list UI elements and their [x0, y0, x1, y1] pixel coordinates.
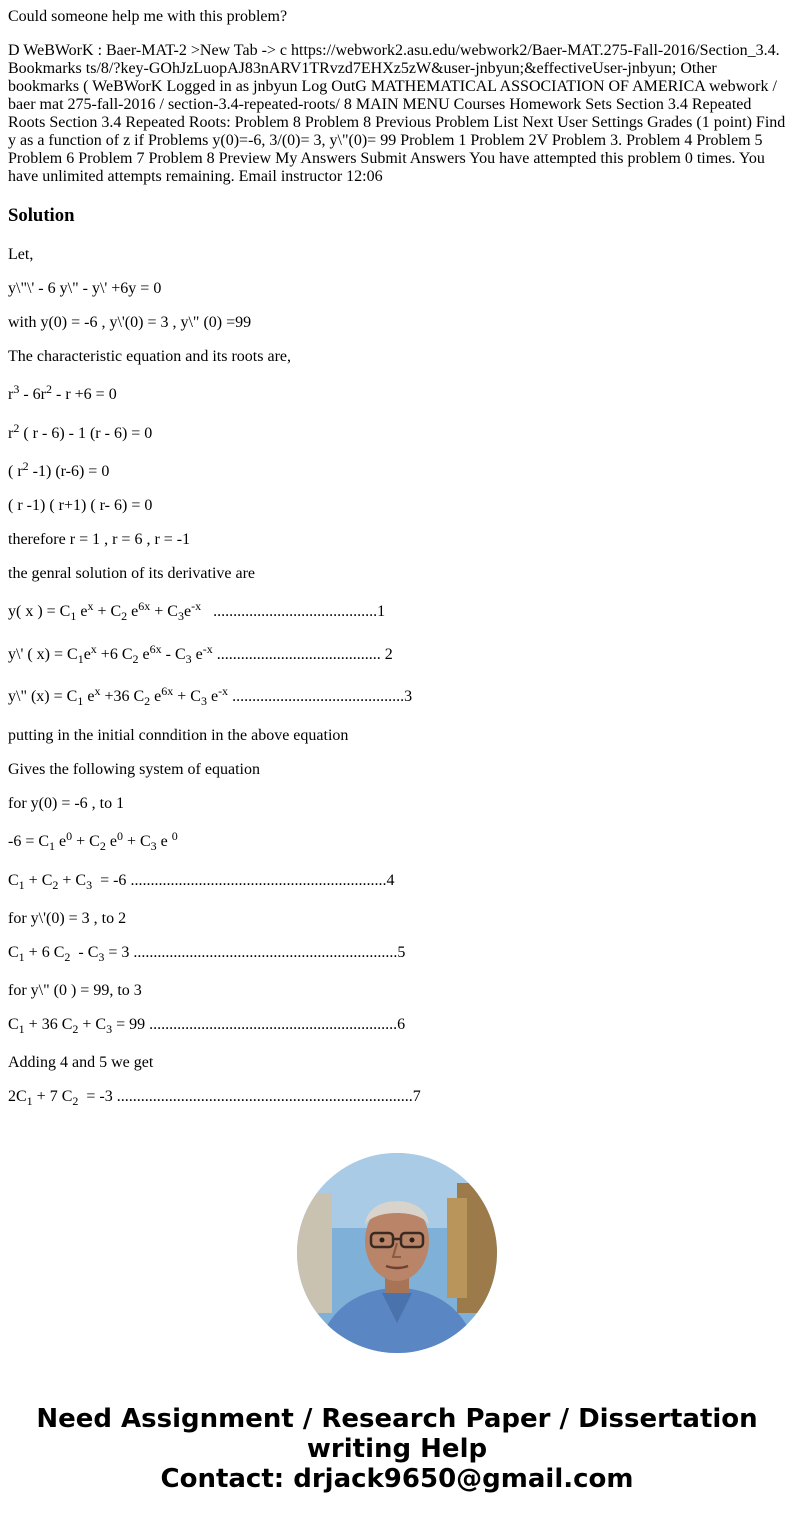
roots-line: therefore r = 1 , r = 6 , r = -1 [8, 531, 191, 548]
for-y2-line: for y\" (0 ) = 99, to 3 [8, 982, 142, 999]
factor-step-3: ( r -1) ( r+1) ( r- 6) = 0 [8, 497, 153, 514]
equation-6: $C_1 + 36$ $C_2 + C_3 = 99$ ..............................................................6 [8, 1016, 406, 1036]
factor-step-1: $r^2$ ( r - 6) - 1 (r - 6) = 0 [8, 421, 153, 442]
substitution-line: $-6 = C_1$ $e^0 + C_2$ $e^0 + C_3$ e $^0$ [8, 829, 178, 853]
equation-2: y\' ( $x) = C_1e^x +6$ $C_2$ $e^{6x} - C_3$ $e^{-x}$ ......................................... 2 [8, 642, 393, 666]
putting-line: putting in the initial conndition in the above equation [8, 727, 349, 744]
general-solution-intro: the genral solution of its derivative are [8, 565, 256, 582]
tutor-avatar [297, 1153, 497, 1353]
for-y0-line: for y(0) = -6 , to 1 [8, 795, 125, 812]
tutor-photo [297, 1153, 497, 1353]
promo-banner [0, 1404, 794, 1494]
ode-line: y\"\' - 6 y\" - y\' +6y = 0 [8, 280, 162, 297]
gives-line: Gives the following system of equation [8, 761, 260, 778]
webwork-screenshot-text: D WeBWorK : Baer-MAT-2 >New Tab -> c https://webwork2.asu.edu/webwork2/Baer-MAT.275-Fall-2016/Section_3.4. Bookmarks ts/8/?key-GOhJzLuopAJ83nARV1TRvzd7EHXz5zW&user-jnbyun;&effectiveUser-jnbyun; Other bookmarks ( WeBWorK Logged in as jnbyun Log OutG MATHEMATICAL ASSOCIATION OF AMERICA webwork / baer mat 275-fall-2016 / section-3.4-repeated-roots/ 8 MAIN MENU Courses Homework Sets Section 3.4 Repeated Roots Section 3.4 Repeated Roots: Problem 8 Problem 8 Previous Problem List Next User Settings Grades (1 point) Find y as a function of z if Problems y(0)=-6, 3/(0)= 3, y\"(0)= 99 Problem 1 Problem 2V Problem 3. Problem 4 Problem 5 Problem 6 Problem 7 Problem 8 Preview My Answers Submit Answers You have attempted this problem 0 times. You have unlimited attempts remaining. Email instructor 12:06 [8, 42, 786, 185]
equation-3: y\" $(x) = C_1$ $e^x +36$ $C_2$ $e^{6x} + C_3$ $e^{-x}$ ...........................................3 [8, 684, 413, 708]
equation-5: $C_1 + 6$ $C_2 - C_3 = 3$ ..................................................................5 [8, 944, 406, 964]
solution-heading: Solution [8, 205, 75, 226]
equation-4: $C_1 + C_2 + C_3 = -6$ ................................................................4 [8, 872, 395, 892]
banner-line-2: writing Help [306, 1434, 488, 1464]
banner-contact: Contact: drjack9650@gmail.com [160, 1464, 634, 1494]
characteristic-intro: The characteristic equation and its roots are, [8, 348, 291, 365]
characteristic-equation: $r^3 - 6r^2 - r +6 = 0$ [8, 382, 117, 403]
equation-7: $2C_1 + 7$ $C_2 = -3$ ..........................................................................7 [8, 1088, 421, 1108]
for-y1-line: for y\'(0) = 3 , to 2 [8, 910, 127, 927]
question-text: Could someone help me with this problem? [8, 8, 288, 25]
adding-line: Adding 4 and 5 we get [8, 1054, 154, 1071]
banner-line-1: Need Assignment / Research Paper / Dissertation [36, 1404, 758, 1434]
equation-1: y( x ) = $C_1$ $e^x + C_2$ $e^{6x} + C_3e^{-x}$ .........................................1 [8, 599, 386, 623]
let-line: Let, [8, 246, 34, 263]
factor-step-2: ( $r^2$ -1) (r-6) = 0 [8, 459, 110, 480]
initial-conditions-line: with y(0) = -6 , y\'(0) = 3 , y\" (0) =99 [8, 314, 252, 331]
